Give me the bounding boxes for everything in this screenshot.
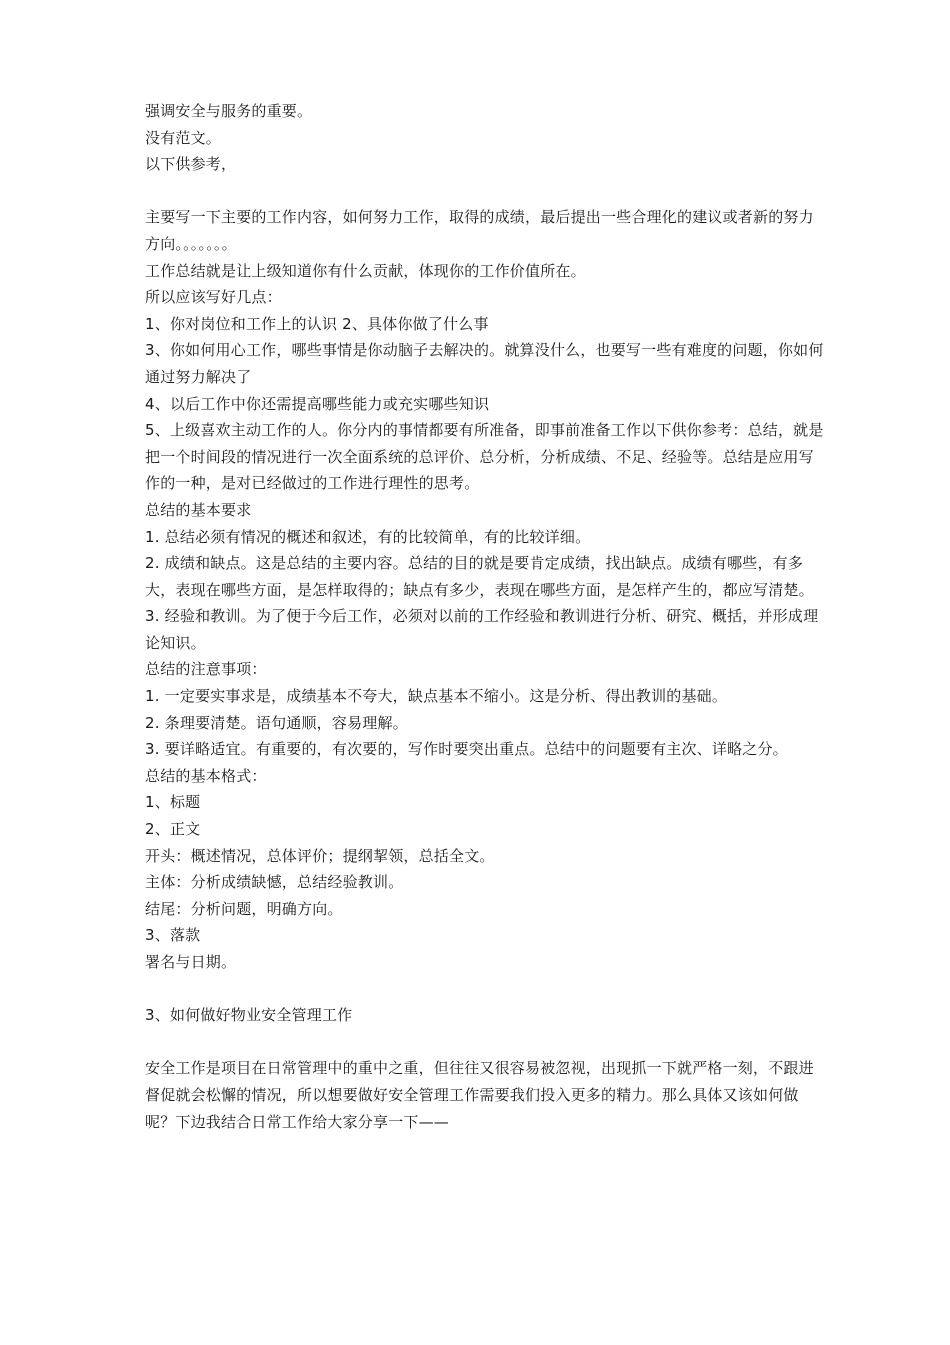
- blank-line: [145, 178, 825, 205]
- paragraph: 1. 一定要实事求是，成绩基本不夸大，缺点基本不缩小。这是分析、得出教训的基础。: [145, 687, 728, 706]
- paragraph: 署名与日期。: [145, 953, 237, 971]
- paragraph: 3、你如何用心工作，哪些事情是你动脑子去解决的。就算没什么，也要写一些有难度的问题，你如何通过努力解决了: [145, 341, 824, 386]
- paragraph: 没有范文。: [145, 128, 222, 147]
- section-heading: 3、如何做好物业安全管理工作: [145, 1006, 353, 1025]
- blank-line: [145, 1029, 825, 1056]
- paragraph: 1、标题: [145, 793, 201, 812]
- paragraph: 4、以后工作中你还需提高哪些能力或充实哪些知识: [145, 394, 490, 413]
- paragraph: 5、上级喜欢主动工作的人。你分内的事情都要有所准备，即事前准备工作以下供你参考：总结，就是把一个时间段的情况进行一次全面系统的总评价、总分析，分析成绩、不足、经验等。总结是应用写作的一种，是对已经做过的工作进行理性的思考。: [145, 421, 824, 493]
- paragraph: 开头：概述情况，总体评价；提纲挈领，总括全文。: [145, 846, 495, 865]
- paragraph: 以下供参考，: [145, 155, 237, 174]
- paragraph: 安全工作是项目在日常管理中的重中之重，但往往又很容易被忽视，出现抓一下就严格一刻，不跟进督促就会松懈的情况，所以想要做好安全管理工作需要我们投入更多的精力。那么具体又该如何做呢？下边我结合日常工作给大家分享一下——: [145, 1059, 814, 1131]
- paragraph: 1、你对岗位和工作上的认识 2、具体你做了什么事: [145, 314, 489, 333]
- paragraph: 2. 成绩和缺点。这是总结的主要内容。总结的目的就是要肯定成绩，找出缺点。成绩有哪些，有多大，表现在哪些方面，是怎样取得的；缺点有多少，表现在哪些方面，是怎样产生的，都应写清楚。: [145, 554, 814, 599]
- blank-line: [145, 976, 825, 1003]
- section-heading: 总结的基本要求: [145, 500, 252, 519]
- paragraph: 2. 条理要清楚。语句通顺，容易理解。: [145, 713, 408, 732]
- paragraph: 3. 经验和教训。为了便于今后工作，必须对以前的工作经验和教训进行分析、研究、概括，并形成理论知识。: [145, 607, 819, 652]
- paragraph: 主要写一下主要的工作内容，如何努力工作，取得的成绩，最后提出一些合理化的建议或者新的努力方向。。。。。。。: [145, 208, 814, 253]
- paragraph: 所以应该写好几点：: [145, 288, 282, 307]
- paragraph: 强调安全与服务的重要。: [145, 102, 313, 120]
- paragraph: 主体：分析成绩缺憾，总结经验教训。: [145, 873, 404, 892]
- paragraph: 2、正文: [145, 820, 201, 839]
- paragraph: 结尾：分析问题，明确方向。: [145, 899, 343, 918]
- paragraph: 工作总结就是让上级知道你有什么贡献，体现你的工作价值所在。: [145, 261, 586, 280]
- document-body: [145, 98, 825, 1135]
- section-heading: 总结的基本格式：: [145, 766, 267, 785]
- paragraph: 3. 要详略适宜。有重要的，有次要的，写作时要突出重点。总结中的问题要有主次、详略之分。: [145, 740, 788, 759]
- paragraph: 1. 总结必须有情况的概述和叙述，有的比较简单，有的比较详细。: [145, 527, 591, 546]
- paragraph: 3、落款: [145, 926, 201, 945]
- section-heading: 总结的注意事项：: [145, 660, 267, 679]
